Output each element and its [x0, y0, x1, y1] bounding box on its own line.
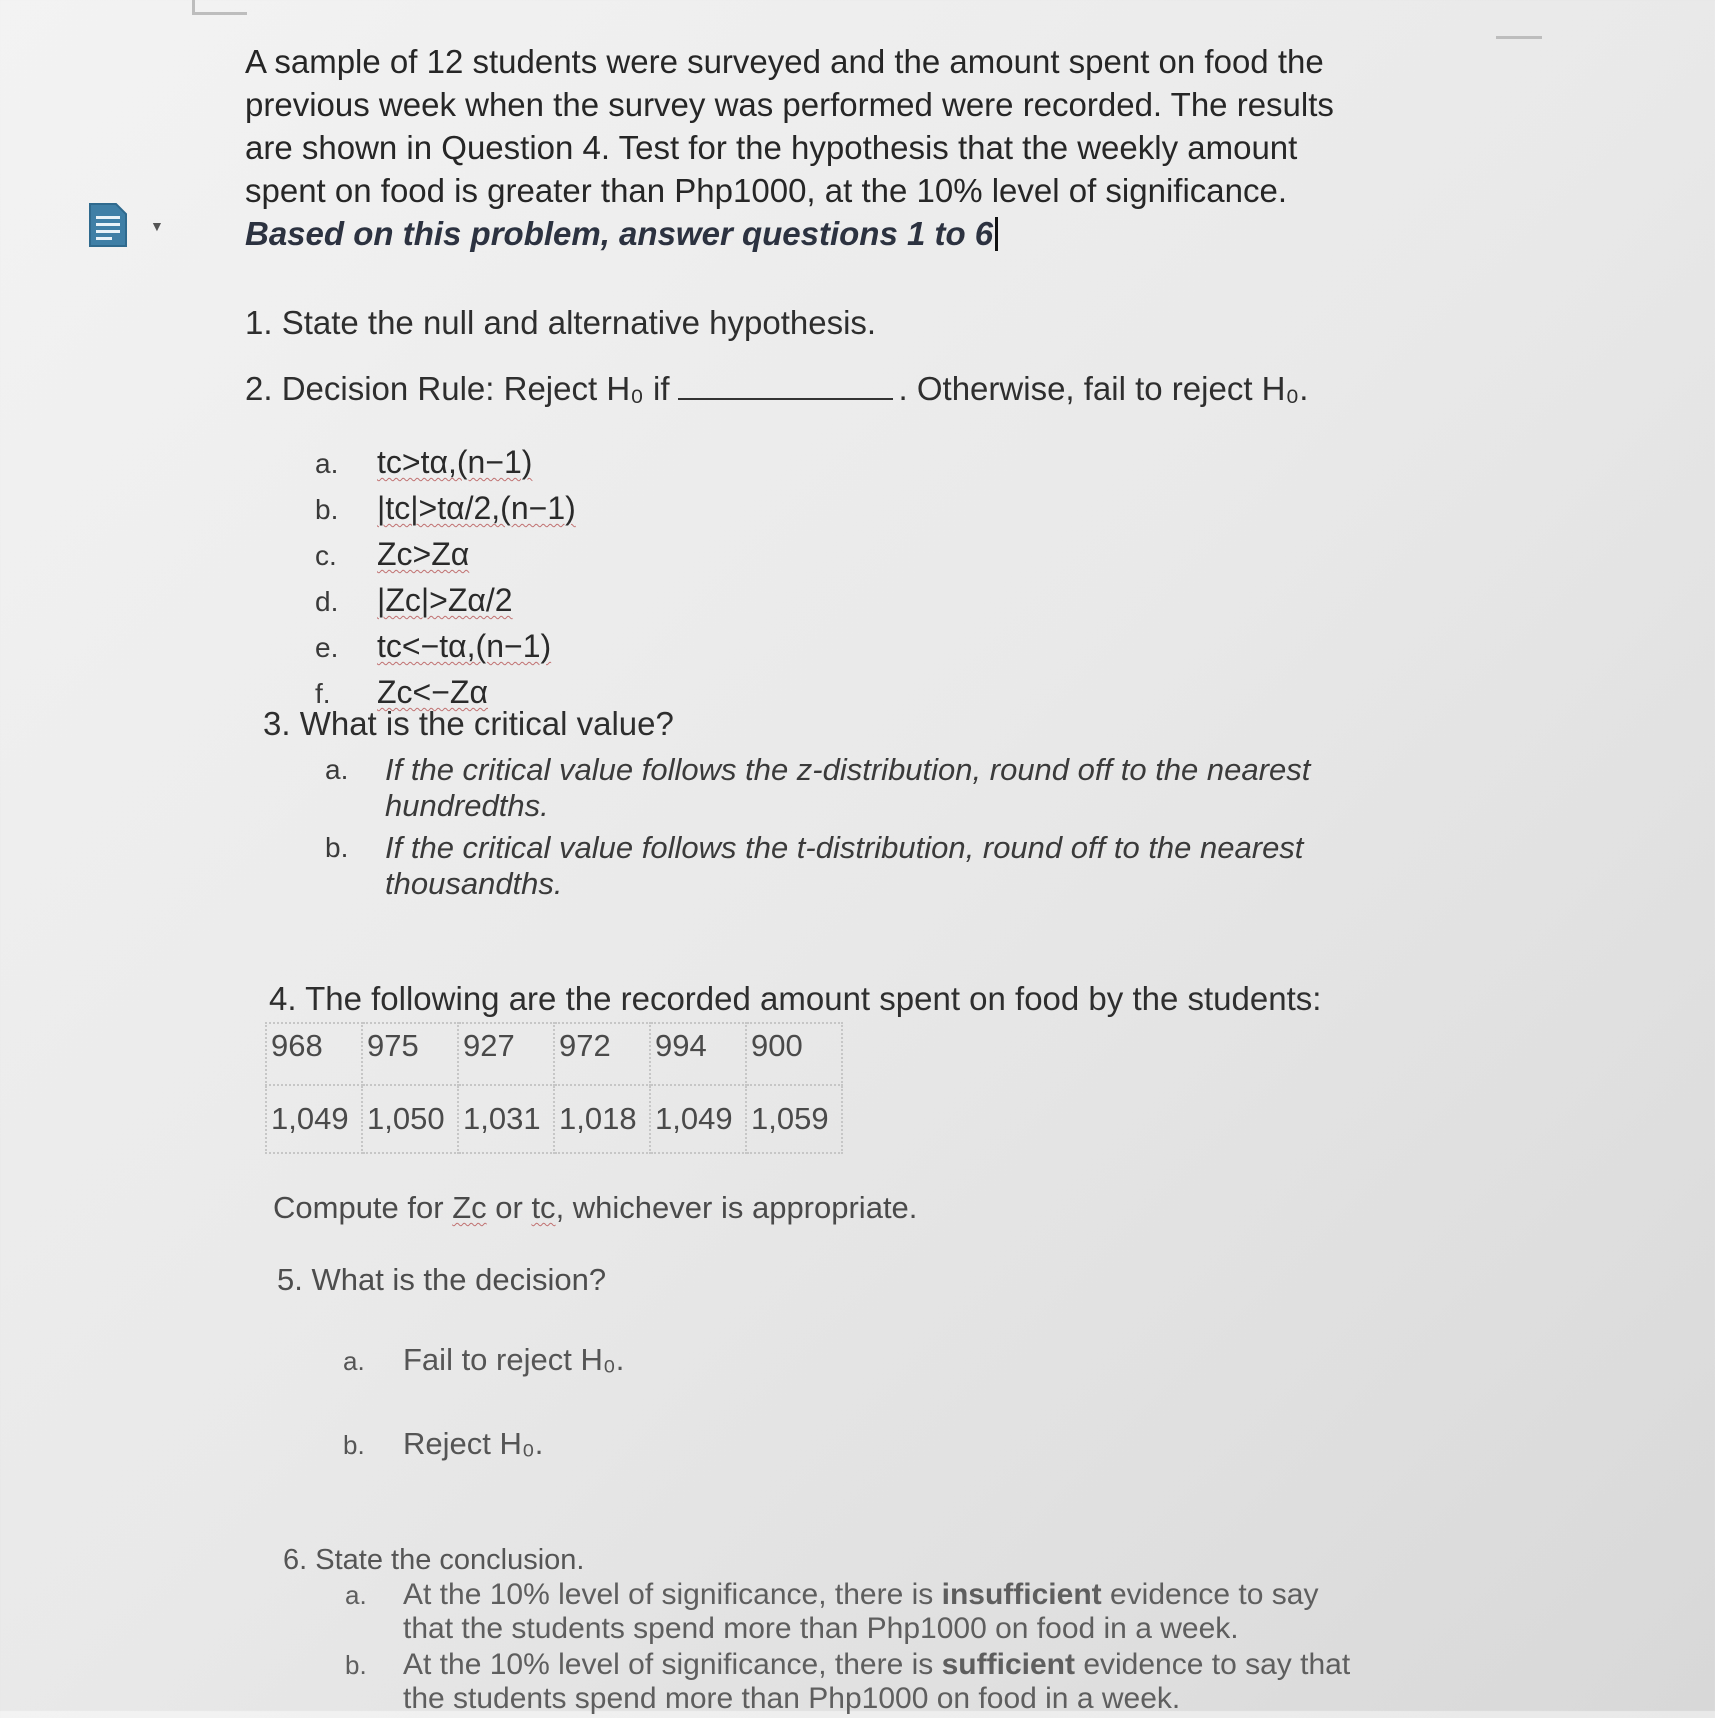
option-item	[315, 440, 576, 486]
table-cell: 900	[746, 1023, 842, 1085]
question-6: 6. State the conclusion.	[283, 1544, 585, 1576]
option-text: evidence to say that the students spend more than Php1000 on food in a week.	[403, 1648, 1351, 1715]
option-letter: c.	[315, 540, 337, 571]
table-cell: 972	[554, 1023, 650, 1085]
intro-line: A sample of 12 students were surveyed and the amount spent on food the	[245, 43, 1324, 80]
option-letter: e.	[315, 632, 339, 663]
option-item	[325, 830, 1405, 902]
text-cursor	[995, 217, 998, 251]
compute-text: Compute for	[273, 1190, 453, 1225]
option-item	[345, 1648, 1365, 1716]
table-cell: 1,018	[554, 1085, 650, 1153]
option-item	[343, 1342, 624, 1426]
option-item	[325, 752, 1405, 824]
table-row	[266, 1085, 842, 1153]
question-5: 5. What is the decision?	[277, 1262, 607, 1297]
table-cell: 927	[458, 1023, 554, 1085]
option-letter: f.	[315, 678, 331, 709]
table-cell: 1,031	[458, 1085, 554, 1153]
option-text: Reject H₀.	[403, 1426, 544, 1461]
compute-zc: Zc	[452, 1190, 487, 1225]
problem-statement	[245, 40, 1445, 255]
option-text: |Zc|>Zα/2	[377, 582, 513, 618]
option-text: tc<−tα,(n−1)	[377, 628, 552, 664]
question-2	[245, 370, 1308, 408]
document-icon[interactable]	[88, 202, 128, 248]
compute-tc: tc	[531, 1190, 556, 1225]
table-cell: 975	[362, 1023, 458, 1085]
option-text: At the 10% level of significance, there is	[403, 1648, 942, 1681]
question-1: 1. State the null and alternative hypothesis.	[245, 304, 877, 341]
option-item	[315, 486, 576, 532]
question-4: 4. The following are the recorded amount spent on food by the students:	[269, 980, 1322, 1017]
conclusion-options	[345, 1578, 1365, 1718]
option-item	[315, 578, 576, 624]
instruction-line[interactable]	[245, 212, 1445, 255]
compute-text: , whichever is appropriate.	[555, 1190, 918, 1225]
food-spending-table	[265, 1022, 843, 1154]
table-cell: 1,049	[650, 1085, 746, 1153]
option-text: Zc<−Zα	[377, 674, 488, 710]
critical-value-options	[325, 752, 1405, 908]
question-2-suffix: . Otherwise, fail to reject H₀.	[898, 370, 1309, 407]
option-item	[315, 624, 576, 670]
table-cell: 1,059	[746, 1085, 842, 1153]
option-letter: d.	[315, 586, 339, 617]
option-letter: a.	[345, 1580, 367, 1610]
option-letter: a.	[315, 448, 339, 479]
option-letter: a.	[343, 1346, 365, 1376]
table-cell: 1,050	[362, 1085, 458, 1153]
table-cell: 994	[650, 1023, 746, 1085]
intro-line: spent on food is greater than Php1000, at the 10% level of significance.	[245, 172, 1288, 209]
document-content	[245, 40, 1445, 1715]
question-3: 3. What is the critical value?	[263, 705, 674, 742]
option-letter: a.	[325, 754, 349, 785]
option-text: If the critical value follows the t-distribution, round off to the nearest thousandths.	[385, 830, 1304, 901]
option-text: tc>tα,(n−1)	[377, 444, 533, 480]
option-item	[315, 532, 576, 578]
table-row	[266, 1023, 842, 1085]
intro-line: previous week when the survey was performed were recorded. The results	[245, 86, 1334, 123]
window-frame-corner	[192, 0, 247, 15]
option-text: evidence to say that the students spend more than Php1000 on food in a week.	[403, 1578, 1319, 1645]
chevron-down-icon[interactable]: ▼	[150, 218, 164, 234]
option-text: If the critical value follows the z-distribution, round off to the nearest hundredths.	[385, 752, 1311, 823]
answer-blank	[678, 372, 893, 400]
option-text: At the 10% level of significance, there is	[403, 1578, 942, 1611]
option-text: Zc>Zα	[377, 536, 470, 572]
table-cell: 1,049	[266, 1085, 362, 1153]
option-item	[343, 1426, 624, 1510]
option-item	[345, 1578, 1365, 1646]
instruction-text: Based on this problem, answer questions 1 to 6	[245, 215, 994, 252]
question-2-prefix: 2. Decision Rule: Reject H₀ if	[245, 370, 670, 407]
window-frame-corner-right	[1496, 22, 1542, 39]
decision-options	[343, 1342, 624, 1510]
option-emphasis: insufficient	[941, 1578, 1102, 1611]
compute-instruction	[273, 1190, 917, 1226]
option-text: Fail to reject H₀.	[403, 1342, 625, 1377]
option-letter: b.	[325, 832, 349, 863]
table-cell: 968	[266, 1023, 362, 1085]
intro-line: are shown in Question 4. Test for the hypothesis that the weekly amount	[245, 129, 1298, 166]
decision-rule-options	[315, 440, 576, 716]
option-letter: b.	[315, 494, 339, 525]
option-letter: b.	[343, 1430, 365, 1460]
option-letter: b.	[345, 1650, 367, 1680]
compute-text: or	[486, 1190, 532, 1225]
option-text: |tc|>tα/2,(n−1)	[377, 490, 576, 526]
option-emphasis: sufficient	[941, 1648, 1075, 1681]
